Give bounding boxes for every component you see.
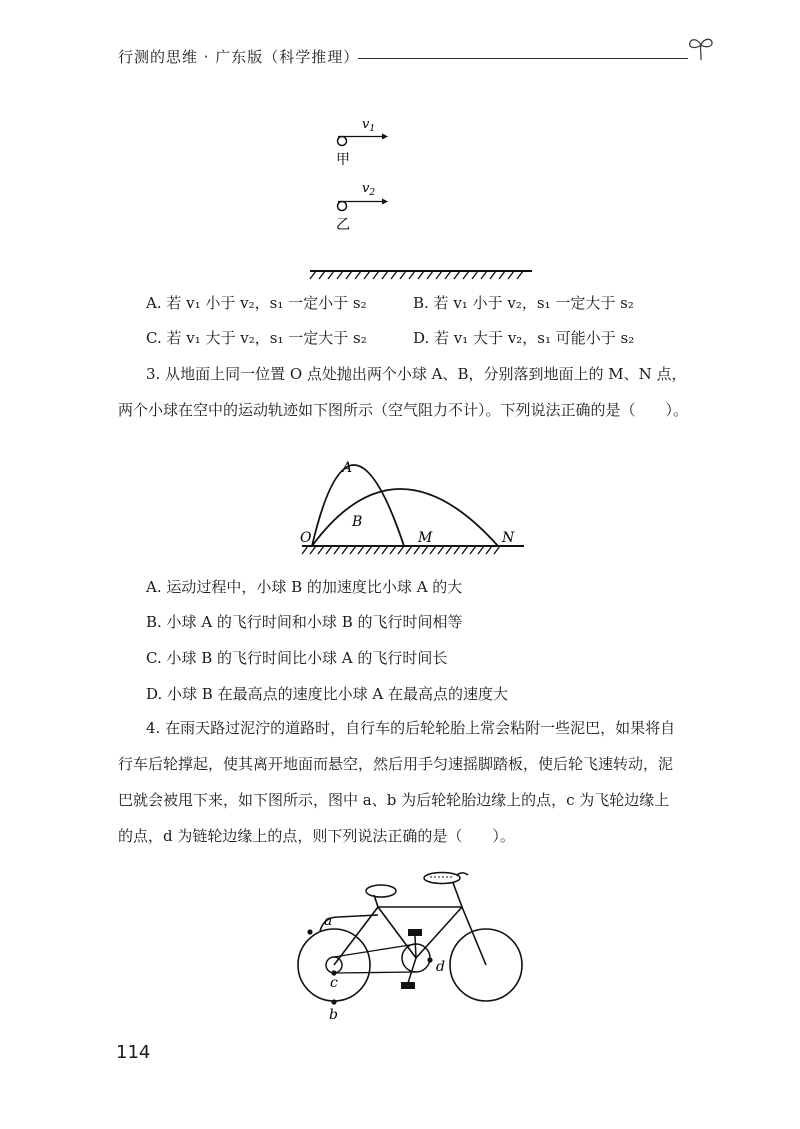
point-a <box>307 929 312 934</box>
page-number: 114 <box>116 1042 151 1063</box>
q4-stem-line2: 行车后轮撑起，使其离开地面而悬空，然后用手匀速摇脚踏板，使后轮飞速转动，泥 <box>118 755 674 773</box>
header-rule <box>358 58 688 59</box>
q2-option-c: C. 若 v₁ 大于 v₂，s₁ 一定大于 s₂ <box>146 329 367 347</box>
label-jia: 甲 <box>336 152 350 168</box>
label-B: B <box>352 514 363 530</box>
q2-option-d: D. 若 v₁ 大于 v₂，s₁ 可能小于 s₂ <box>413 329 635 347</box>
q4-stem-line4: 的点，d 为链轮边缘上的点，则下列说法正确的是（ ）。 <box>118 827 515 845</box>
q4-stem-line3: 巴就会被甩下来，如下图所示，图中 a、b 为后轮轮胎边缘上的点，c 为飞轮边缘上 <box>118 791 670 809</box>
label-d: d <box>436 959 445 975</box>
trajectory-b <box>312 489 498 546</box>
figure-trajectories <box>288 434 538 564</box>
label-N: N <box>502 530 515 546</box>
point-d <box>427 957 432 962</box>
q3-option-b: B. 小球 A 的飞行时间和小球 B 的飞行时间相等 <box>146 613 463 631</box>
label-O: O <box>300 530 312 546</box>
q2-option-a: A. 若 v₁ 小于 v₂，s₁ 一定小于 s₂ <box>146 294 367 312</box>
q3-option-d: D. 小球 B 在最高点的速度比小球 A 在最高点的速度大 <box>146 685 508 703</box>
figure-projectiles-velocity <box>300 112 540 287</box>
label-A: A <box>342 460 353 476</box>
running-header: 行测的思维 · 广东版（科学推理） <box>118 48 360 66</box>
q3-stem-line1: 3. 从地面上同一位置 O 点处抛出两个小球 A、B，分别落到地面上的 M、N 点， <box>146 365 687 383</box>
ball-yi <box>338 199 389 211</box>
v2-label: $v_2$ <box>362 181 376 198</box>
v1-label: $v_1$ <box>362 117 376 134</box>
ground-hatch <box>310 271 532 279</box>
q3-option-c: C. 小球 B 的飞行时间比小球 A 的飞行时间长 <box>146 649 448 667</box>
label-M: M <box>418 530 433 546</box>
seat <box>366 885 396 897</box>
q3-stem-line2: 两个小球在空中的运动轨迹如下图所示（空气阻力不计）。下列说法正确的是（ ）。 <box>118 401 689 419</box>
q3-option-a: A. 运动过程中，小球 B 的加速度比小球 A 的大 <box>146 578 463 596</box>
label-b: b <box>329 1007 338 1023</box>
ground-hatch-2 <box>302 546 500 554</box>
pedal-bottom <box>401 982 415 989</box>
handlebar-grip <box>424 873 460 884</box>
label-yi: 乙 <box>336 217 350 233</box>
label-a: a <box>324 913 333 929</box>
figure-bicycle <box>290 855 540 1025</box>
ball-jia <box>338 134 389 146</box>
pedal-top <box>408 929 422 936</box>
q4-stem-line1: 4. 在雨天路过泥泞的道路时，自行车的后轮轮胎上常会粘附一些泥巴，如果将自 <box>146 719 676 737</box>
point-b <box>331 999 336 1004</box>
sprout-icon <box>686 34 716 62</box>
label-c: c <box>330 975 338 991</box>
q2-option-b: B. 若 v₁ 小于 v₂，s₁ 一定大于 s₂ <box>413 294 634 312</box>
trajectory-a <box>312 465 404 546</box>
